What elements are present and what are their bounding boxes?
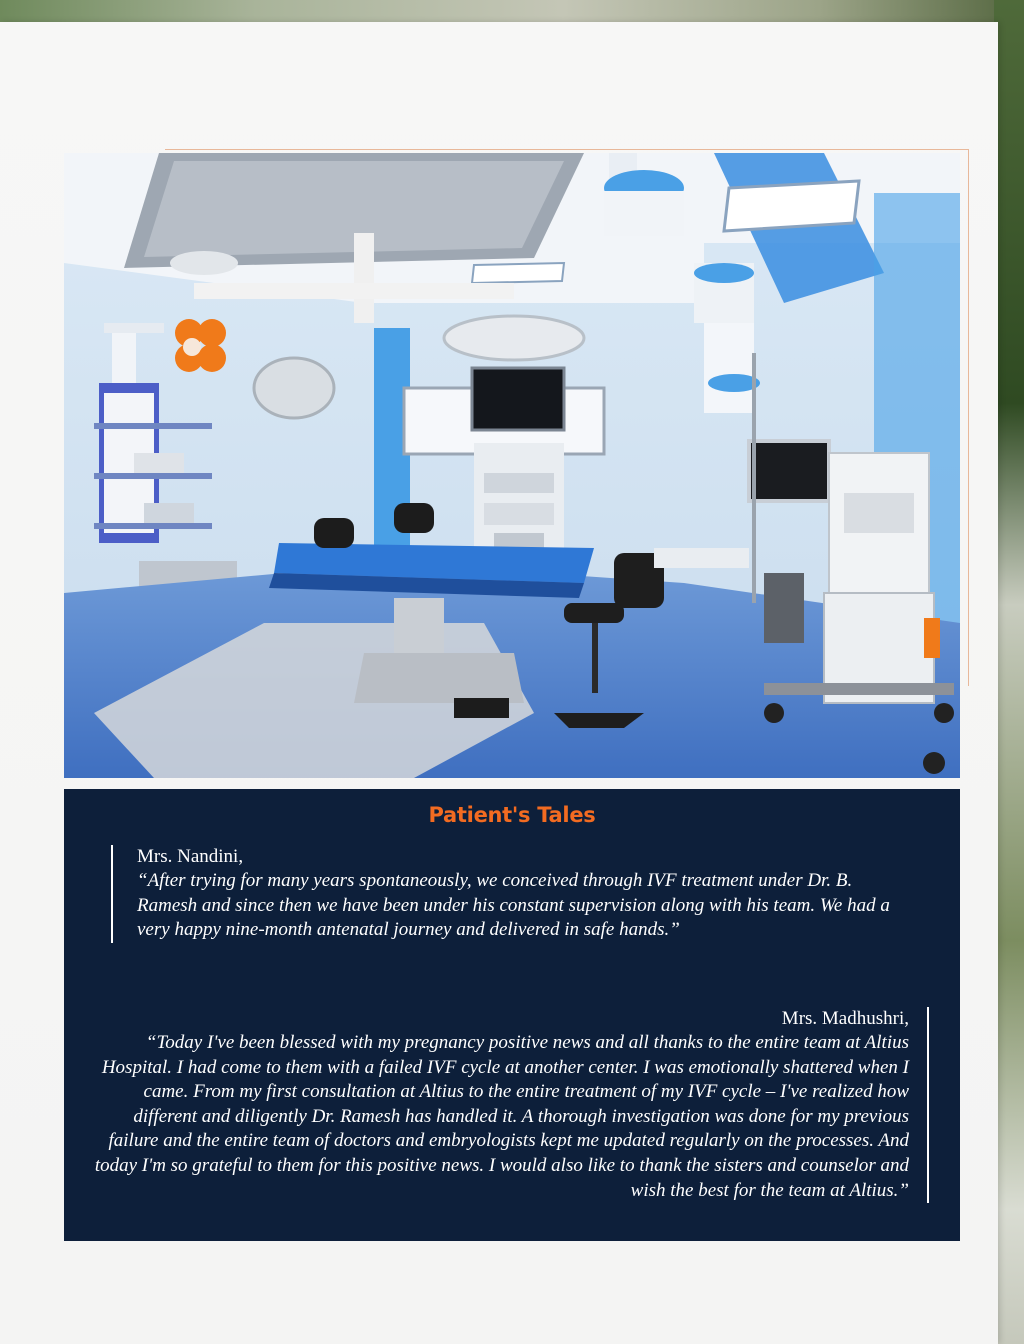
section-title: Patient's Tales — [428, 803, 596, 827]
testimonial-author: Mrs. Nandini, — [137, 846, 244, 867]
patient-tales-panel — [64, 789, 960, 1241]
background-top-edge — [0, 0, 1024, 22]
operating-theatre-photo — [64, 153, 960, 778]
background-right-edge — [994, 0, 1024, 1344]
testimonial-quote: “After trying for many years spontaneously, we conceived through IVF treatment under Dr. B. Ramesh and since then we have been under his constant supervision along with his team. We had a very happy nine-month antenatal journey and delivered in safe hands.” — [137, 870, 890, 941]
testimonial-author: Mrs. Madhushri, — [781, 1008, 909, 1029]
testimonial-nandini — [111, 845, 917, 943]
testimonial-madhushri — [94, 1007, 929, 1203]
testimonial-quote: “Today I've been blessed with my pregnancy positive news and all thanks to the entire team at Altius Hospital. I had come to them with a failed IVF cycle at another center. I was emotionally shattered when I came. From my first consultation at Altius to the entire treatment of my IVF cycle – I've realized how different and diligently Dr. Ramesh has handled it. A thorough investigation was done for my previous failure and the entire team of doctors and embryologists kept me updated regularly on the processes. And today I'm so grateful to them for this positive news. I would also like to thank the sisters and counselor and wish the best for the team at Altius.” — [94, 1032, 909, 1201]
